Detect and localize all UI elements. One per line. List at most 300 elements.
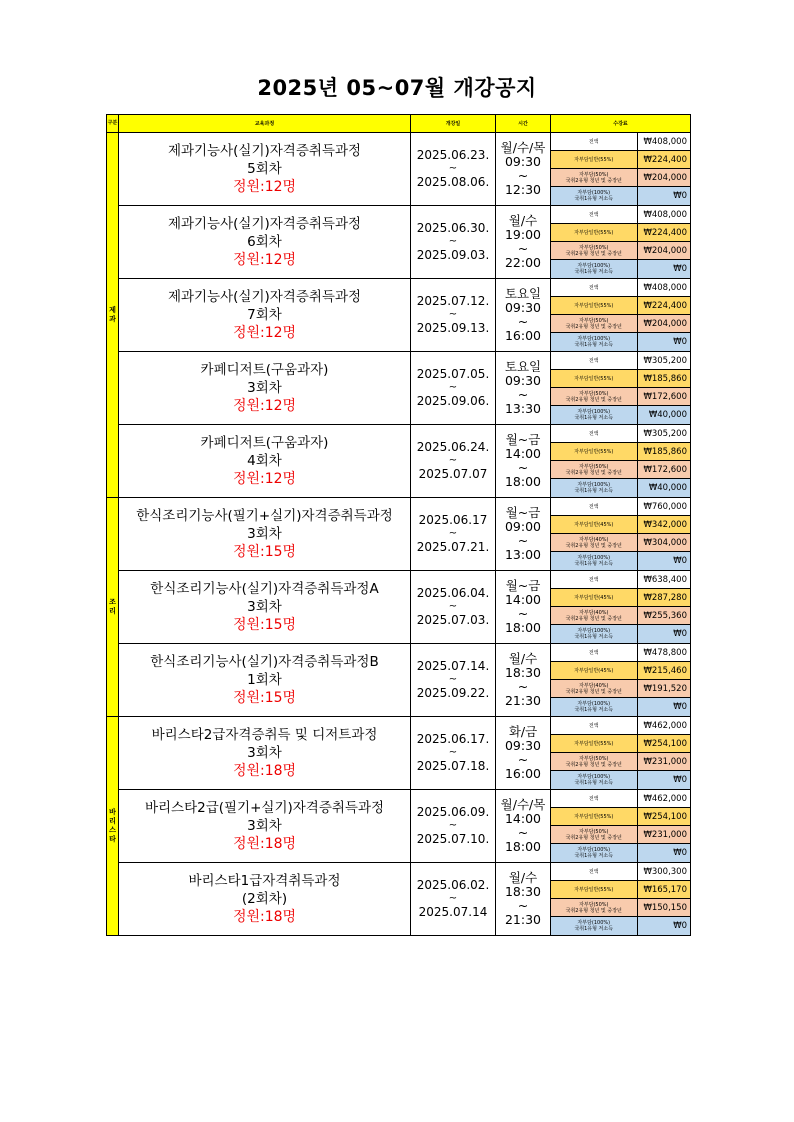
time-end: 21:30 (504, 693, 542, 708)
time-cell (496, 644, 551, 717)
period-cell (411, 133, 496, 206)
fee-row (551, 242, 691, 260)
fee-label (551, 206, 637, 224)
fee-row (551, 315, 691, 333)
header-period: 개강일 (411, 115, 496, 133)
fee-row (551, 224, 691, 242)
class-days: 토요일 (504, 359, 542, 374)
course-session: 7회차 (247, 306, 282, 323)
fee-amount: ₩172,600 (637, 388, 691, 406)
fee-label-main: 자부담(50%) (578, 828, 609, 835)
time-end: 18:00 (504, 620, 542, 635)
fee-amount: ₩231,000 (637, 826, 691, 844)
course-cell (119, 863, 411, 936)
fee-label-sub: 국취2유형 청년 및 중장년 (565, 688, 622, 695)
class-days: 월~금 (505, 505, 541, 520)
course-row (107, 279, 691, 352)
fee-label (551, 297, 637, 315)
course-capacity: 정원:12명 (232, 470, 297, 487)
fee-label (551, 260, 637, 279)
course-name: 제과기능사(실기)자격증취득과정 (167, 215, 362, 232)
time-start: 19:00 (504, 227, 542, 242)
fee-label-sub: 국취1유형 저소득 (574, 269, 614, 275)
fee-label-main: 전액 (588, 576, 599, 583)
fee-label (551, 279, 637, 297)
fee-label-main: 자부담(100%) (577, 482, 611, 488)
period-tilde: ~ (448, 382, 458, 393)
fee-label (551, 388, 637, 406)
fee-label (551, 498, 637, 516)
fee-label-main: 자부담(100%) (577, 701, 611, 707)
course-cell (119, 206, 411, 279)
period-cell (411, 498, 496, 571)
fee-amount: ₩0 (637, 844, 691, 863)
fee-amount: ₩204,000 (637, 242, 691, 260)
fee-amount: ₩40,000 (637, 479, 691, 498)
fee-label-main: 전액 (588, 795, 599, 802)
fee-label-sub: 국취2유형 청년 및 중장년 (565, 250, 622, 257)
course-row (107, 425, 691, 498)
fee-row (551, 790, 691, 808)
course-session: (2회차) (241, 890, 288, 907)
fee-amount: ₩224,400 (637, 151, 691, 169)
course-cell (119, 279, 411, 352)
course-row (107, 790, 691, 863)
course-session: 5회차 (247, 160, 282, 177)
course-row (107, 352, 691, 425)
time-tilde: ~ (517, 241, 529, 256)
fee-label-main: 자부담(100%) (577, 847, 611, 853)
period-tilde: ~ (448, 893, 458, 904)
fee-row (551, 698, 691, 717)
end-date: 2025.07.14 (418, 905, 488, 919)
fee-label-main: 자부담(50%) (578, 901, 609, 908)
period-cell (411, 571, 496, 644)
fee-label (551, 863, 637, 881)
fee-row (551, 844, 691, 863)
fee-label-main: 전액 (588, 357, 599, 364)
course-row (107, 644, 691, 717)
fee-row (551, 352, 691, 370)
fee-row (551, 425, 691, 443)
header-course: 교육과정 (119, 115, 411, 133)
fee-cell (551, 790, 691, 863)
fee-row (551, 297, 691, 315)
fee-amount: ₩0 (637, 917, 691, 936)
course-row (107, 863, 691, 936)
fee-label-main: 자부담(40%) (578, 682, 609, 689)
period-cell (411, 425, 496, 498)
fee-amount: ₩305,200 (637, 352, 691, 370)
class-days: 월/수/목 (500, 140, 546, 155)
fee-label-main: 자부담(50%) (578, 171, 609, 178)
fee-amount: ₩0 (637, 187, 691, 206)
fee-label-main: 전액 (588, 649, 599, 656)
course-capacity: 정원:12명 (232, 324, 297, 341)
header-fee: 수강료 (551, 115, 691, 133)
fee-label (551, 516, 637, 534)
period-tilde: ~ (448, 674, 458, 685)
fee-label-main: 자부담(100%) (577, 263, 611, 269)
fee-amount: ₩462,000 (637, 717, 691, 735)
time-cell (496, 279, 551, 352)
course-session: 3회차 (247, 525, 282, 542)
end-date: 2025.07.03. (416, 613, 490, 627)
fee-amount: ₩204,000 (637, 315, 691, 333)
time-tilde: ~ (517, 387, 529, 402)
fee-label (551, 917, 637, 936)
section-label (107, 717, 119, 936)
start-date: 2025.06.23. (416, 148, 490, 162)
fee-cell (551, 352, 691, 425)
period-tilde: ~ (448, 820, 458, 831)
fee-amount: ₩185,860 (637, 443, 691, 461)
start-date: 2025.06.02. (416, 878, 490, 892)
time-start: 09:00 (504, 519, 542, 534)
fee-row (551, 406, 691, 425)
fee-row (551, 370, 691, 388)
fee-label (551, 461, 637, 479)
fee-label-main: 자부담(100%) (577, 190, 611, 196)
fee-row (551, 169, 691, 187)
class-days: 화/금 (508, 724, 538, 739)
fee-row (551, 607, 691, 625)
fee-row (551, 187, 691, 206)
fee-label-main: 자부담일반(55%) (574, 886, 614, 893)
fee-label (551, 644, 637, 662)
fee-label (551, 826, 637, 844)
end-date: 2025.09.13. (416, 321, 490, 335)
course-row (107, 133, 691, 206)
time-end: 16:00 (504, 766, 542, 781)
fee-label (551, 771, 637, 790)
section-label (107, 498, 119, 717)
fee-amount: ₩231,000 (637, 753, 691, 771)
fee-row (551, 917, 691, 936)
time-start: 09:30 (504, 300, 542, 315)
fee-row (551, 151, 691, 169)
course-capacity: 정원:15명 (232, 616, 297, 633)
time-end: 13:00 (504, 547, 542, 562)
fee-amount: ₩224,400 (637, 297, 691, 315)
start-date: 2025.06.24. (416, 440, 490, 454)
course-session: 6회차 (247, 233, 282, 250)
fee-label-main: 자부담일반(55%) (574, 448, 614, 455)
fee-amount: ₩40,000 (637, 406, 691, 425)
fee-label-main: 자부담일반(55%) (574, 375, 614, 382)
period-tilde: ~ (448, 747, 458, 758)
fee-label (551, 370, 637, 388)
fee-breakdown (551, 863, 691, 935)
time-end: 18:00 (504, 839, 542, 854)
time-start: 09:30 (504, 154, 542, 169)
class-days: 토요일 (504, 286, 542, 301)
time-end: 13:30 (504, 401, 542, 416)
time-start: 14:00 (504, 446, 542, 461)
course-name: 한식조리기능사(실기)자격증취득과정B (150, 653, 379, 670)
fee-cell (551, 133, 691, 206)
period-tilde: ~ (448, 309, 458, 320)
fee-amount: ₩638,400 (637, 571, 691, 589)
fee-label (551, 425, 637, 443)
fee-breakdown (551, 279, 691, 351)
class-days: 월/수 (508, 213, 538, 228)
fee-label (551, 881, 637, 899)
period-tilde: ~ (448, 455, 458, 466)
fee-amount: ₩760,000 (637, 498, 691, 516)
fee-amount: ₩0 (637, 698, 691, 717)
fee-cell (551, 717, 691, 790)
fee-amount: ₩408,000 (637, 279, 691, 297)
fee-label-sub: 국취2유형 청년 및 중장년 (565, 323, 622, 330)
fee-row (551, 625, 691, 644)
fee-label-main: 자부담일반(45%) (574, 521, 614, 528)
fee-label (551, 753, 637, 771)
fee-label (551, 479, 637, 498)
section-label-text: 조 리 (109, 598, 116, 615)
course-capacity: 정원:15명 (232, 543, 297, 560)
fee-amount: ₩304,000 (637, 534, 691, 552)
fee-amount: ₩462,000 (637, 790, 691, 808)
course-name: 바리스타1급자격취득과정 (188, 872, 341, 889)
fee-label-main: 자부담일반(55%) (574, 740, 614, 747)
fee-label (551, 571, 637, 589)
time-cell (496, 133, 551, 206)
fee-amount: ₩191,520 (637, 680, 691, 698)
fee-amount: ₩224,400 (637, 224, 691, 242)
course-capacity: 정원:18명 (232, 762, 297, 779)
fee-breakdown (551, 644, 691, 716)
fee-label-sub: 국취1유형 저소득 (574, 488, 614, 494)
course-capacity: 정원:12명 (232, 178, 297, 195)
fee-amount: ₩172,600 (637, 461, 691, 479)
end-date: 2025.07.10. (416, 832, 490, 846)
class-days: 월~금 (505, 432, 541, 447)
fee-label (551, 662, 637, 680)
fee-label (551, 133, 637, 151)
fee-label (551, 242, 637, 260)
fee-label-main: 자부담(100%) (577, 336, 611, 342)
fee-label-sub: 국취2유형 청년 및 중장년 (565, 834, 622, 841)
fee-label-main: 전액 (588, 868, 599, 875)
fee-label-sub: 국취2유형 청년 및 중장년 (565, 542, 622, 549)
start-date: 2025.07.05. (416, 367, 490, 381)
course-row (107, 571, 691, 644)
fee-label-sub: 국취2유형 청년 및 중장년 (565, 469, 622, 476)
fee-breakdown (551, 352, 691, 424)
period-cell (411, 863, 496, 936)
fee-label (551, 625, 637, 644)
course-capacity: 정원:18명 (232, 908, 297, 925)
course-cell (119, 133, 411, 206)
fee-label-sub: 국취2유형 청년 및 중장년 (565, 177, 622, 184)
end-date: 2025.07.21. (416, 540, 490, 554)
class-days: 월/수 (508, 870, 538, 885)
fee-amount: ₩342,000 (637, 516, 691, 534)
course-name: 바리스타2급자격증취득 및 디저트과정 (151, 726, 378, 743)
fee-amount: ₩478,800 (637, 644, 691, 662)
fee-label-sub: 국취2유형 청년 및 중장년 (565, 615, 622, 622)
period-tilde: ~ (448, 528, 458, 539)
fee-breakdown (551, 571, 691, 643)
fee-row (551, 461, 691, 479)
start-date: 2025.06.09. (416, 805, 490, 819)
fee-amount: ₩408,000 (637, 206, 691, 224)
fee-label (551, 735, 637, 753)
fee-cell (551, 279, 691, 352)
fee-row (551, 771, 691, 790)
fee-label (551, 589, 637, 607)
fee-label-main: 자부담(50%) (578, 755, 609, 762)
time-tilde: ~ (517, 460, 529, 475)
course-row (107, 717, 691, 790)
period-cell (411, 644, 496, 717)
fee-amount: ₩185,860 (637, 370, 691, 388)
fee-label (551, 844, 637, 863)
fee-amount: ₩215,460 (637, 662, 691, 680)
fee-row (551, 717, 691, 735)
time-tilde: ~ (517, 825, 529, 840)
fee-label-main: 전액 (588, 138, 599, 145)
fee-row (551, 388, 691, 406)
fee-label-sub: 국취1유형 저소득 (574, 342, 614, 348)
fee-row (551, 260, 691, 279)
fee-label (551, 169, 637, 187)
time-start: 14:00 (504, 811, 542, 826)
end-date: 2025.07.18. (416, 759, 490, 773)
fee-label (551, 187, 637, 206)
fee-label (551, 717, 637, 735)
time-cell (496, 425, 551, 498)
fee-amount: ₩165,170 (637, 881, 691, 899)
fee-breakdown (551, 133, 691, 205)
time-start: 09:30 (504, 738, 542, 753)
fee-row (551, 571, 691, 589)
section-label (107, 133, 119, 498)
fee-cell (551, 498, 691, 571)
period-tilde: ~ (448, 236, 458, 247)
time-tilde: ~ (517, 898, 529, 913)
fee-breakdown (551, 206, 691, 278)
course-name: 카페디저트(구움과자) (200, 361, 329, 378)
fee-row (551, 680, 691, 698)
period-tilde: ~ (448, 601, 458, 612)
fee-row (551, 662, 691, 680)
table-header-row (107, 115, 691, 133)
fee-label (551, 151, 637, 169)
fee-row (551, 589, 691, 607)
time-tilde: ~ (517, 679, 529, 694)
header-time: 시간 (496, 115, 551, 133)
course-row (107, 498, 691, 571)
fee-label-main: 자부담(50%) (578, 244, 609, 251)
course-name: 제과기능사(실기)자격증취득과정 (167, 288, 362, 305)
fee-label (551, 698, 637, 717)
fee-amount: ₩300,300 (637, 863, 691, 881)
fee-label (551, 899, 637, 917)
time-start: 09:30 (504, 373, 542, 388)
end-date: 2025.09.22. (416, 686, 490, 700)
fee-amount: ₩254,100 (637, 808, 691, 826)
fee-row (551, 498, 691, 516)
fee-label-sub: 국취1유형 저소득 (574, 780, 614, 786)
fee-amount: ₩150,150 (637, 899, 691, 917)
course-session: 3회차 (247, 598, 282, 615)
course-capacity: 정원:12명 (232, 251, 297, 268)
course-cell (119, 425, 411, 498)
fee-label (551, 443, 637, 461)
fee-breakdown (551, 717, 691, 789)
fee-amount: ₩0 (637, 552, 691, 571)
fee-label-main: 자부담일반(55%) (574, 229, 614, 236)
fee-label (551, 552, 637, 571)
course-row (107, 206, 691, 279)
fee-row (551, 279, 691, 297)
time-end: 22:00 (504, 255, 542, 270)
time-tilde: ~ (517, 606, 529, 621)
fee-row (551, 443, 691, 461)
fee-amount: ₩0 (637, 333, 691, 352)
fee-label-sub: 국취2유형 청년 및 중장년 (565, 907, 622, 914)
course-session: 3회차 (247, 817, 282, 834)
fee-label-main: 자부담일반(55%) (574, 156, 614, 163)
fee-label-sub: 국취1유형 저소득 (574, 561, 614, 567)
start-date: 2025.06.17. (416, 732, 490, 746)
course-capacity: 정원:12명 (232, 397, 297, 414)
start-date: 2025.07.14. (416, 659, 490, 673)
fee-label (551, 315, 637, 333)
fee-label-main: 자부담(100%) (577, 628, 611, 634)
course-cell (119, 790, 411, 863)
time-end: 18:00 (504, 474, 542, 489)
fee-row (551, 735, 691, 753)
time-start: 14:00 (504, 592, 542, 607)
time-cell (496, 790, 551, 863)
time-cell (496, 863, 551, 936)
course-name: 카페디저트(구움과자) (200, 434, 329, 451)
end-date: 2025.07.07 (418, 467, 488, 481)
fee-label-sub: 국취2유형 청년 및 중장년 (565, 761, 622, 768)
fee-label (551, 406, 637, 425)
fee-label-main: 자부담(40%) (578, 536, 609, 543)
fee-cell (551, 644, 691, 717)
course-name: 제과기능사(실기)자격증취득과정 (167, 142, 362, 159)
fee-row (551, 479, 691, 498)
fee-label-sub: 국취1유형 저소득 (574, 707, 614, 713)
fee-label-main: 전액 (588, 430, 599, 437)
fee-label-main: 전액 (588, 284, 599, 291)
fee-label-main: 자부담(50%) (578, 317, 609, 324)
period-cell (411, 279, 496, 352)
time-tilde: ~ (517, 314, 529, 329)
time-start: 18:30 (504, 884, 542, 899)
fee-label-sub: 국취1유형 저소득 (574, 196, 614, 202)
time-tilde: ~ (517, 752, 529, 767)
time-cell (496, 206, 551, 279)
course-cell (119, 352, 411, 425)
time-cell (496, 571, 551, 644)
fee-label-sub: 국취1유형 저소득 (574, 926, 614, 932)
fee-label-main: 자부담(50%) (578, 463, 609, 470)
fee-label (551, 352, 637, 370)
fee-row (551, 516, 691, 534)
fee-cell (551, 425, 691, 498)
fee-cell (551, 863, 691, 936)
fee-label (551, 224, 637, 242)
fee-amount: ₩0 (637, 625, 691, 644)
header-section: 구분 (107, 115, 119, 133)
time-end: 21:30 (504, 912, 542, 927)
